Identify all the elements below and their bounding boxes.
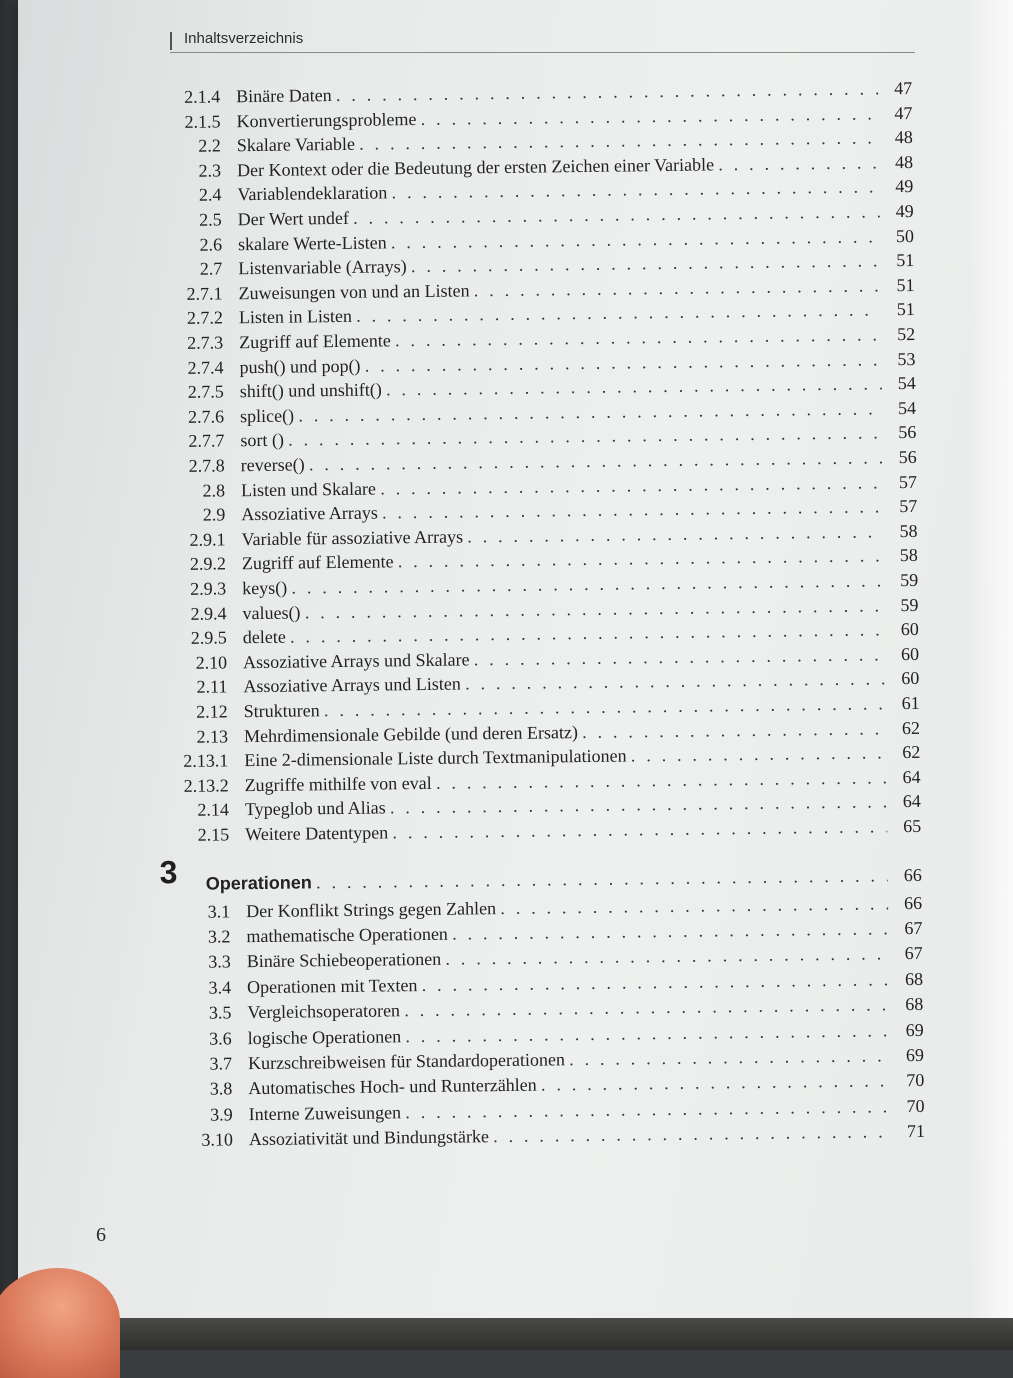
- toc-entry-number: 2.7.6: [187, 406, 225, 427]
- toc-entry-page: 69: [905, 1019, 924, 1040]
- toc-entry-page: 64: [902, 766, 921, 787]
- toc-entry-title: Konvertierungsprobleme: [236, 108, 417, 131]
- toc-entry-number: 2.13.1: [183, 750, 229, 772]
- toc-entry-title: Assoziative Arrays und Listen: [243, 673, 461, 697]
- toc-entry-title: Listen und Skalare: [240, 478, 377, 500]
- toc-entry-title: values(): [242, 602, 301, 623]
- toc-entry-page: 54: [897, 397, 917, 418]
- toc-entry-page: 64: [902, 791, 921, 812]
- toc-entry-page: 49: [895, 200, 914, 222]
- page-number: 6: [96, 1224, 106, 1246]
- toc-entry-page: 70: [906, 1070, 925, 1091]
- toc-entry-page: 68: [905, 994, 924, 1015]
- toc-dot-leader: [392, 814, 887, 844]
- toc-entry-title: Operationen: [205, 871, 312, 894]
- toc-entry-page: 47: [894, 102, 913, 123]
- toc-entry-title: Kurzschreibweisen für Standardoperationen: [247, 1049, 565, 1074]
- toc-entry-title: Interne Zuweisungen: [248, 1102, 402, 1124]
- toc-entry-page: 50: [895, 225, 915, 246]
- toc-entry-title: Der Kontext oder die Bedeutung der ersten Zeichen einer Variable: [236, 154, 715, 181]
- toc-entry-page: 58: [899, 520, 918, 541]
- toc-entry-title: Assoziativität und Bindungstärke: [248, 1126, 490, 1150]
- toc-entry-title: Listen in Listen: [238, 306, 352, 328]
- toc-dot-leader: [569, 1043, 890, 1071]
- toc-dot-leader: [541, 1069, 891, 1097]
- toc-entry-title: Operationen mit Texten: [246, 974, 418, 997]
- toc-dot-leader: [500, 891, 888, 920]
- toc-entry-title: Zugriff auf Elemente: [239, 330, 391, 353]
- toc-entry-title: Variable für assoziative Arrays: [241, 526, 464, 549]
- toc-dot-leader: [316, 863, 888, 894]
- toc-entry-title: Zugriffe mithilfe von eval: [244, 772, 432, 795]
- toc-entry-page: 60: [901, 668, 920, 689]
- toc-entry-page: 67: [904, 943, 923, 964]
- toc-entry-number: 3.1: [207, 900, 231, 922]
- toc-entry-number: 3.5: [208, 1002, 232, 1023]
- toc-dot-leader: [718, 150, 879, 176]
- toc-entry-title: logische Operationen: [247, 1025, 402, 1048]
- toc-entry-title: Variablendeklaration: [237, 182, 388, 205]
- toc-entry-page: 49: [895, 176, 914, 197]
- toc-entry-page: 68: [904, 968, 924, 989]
- toc-entry-number: 2.1.5: [184, 111, 221, 132]
- toc-entry-title: mathematische Operationen: [246, 923, 448, 947]
- toc-entry-title: Automatisches Hoch- und Runterzählen: [248, 1075, 537, 1099]
- toc-entry-page: 66: [903, 864, 922, 885]
- toc-entry-page: 67: [904, 917, 923, 939]
- toc-entry-page: 57: [898, 471, 918, 492]
- toc-entry-page: 69: [905, 1044, 925, 1066]
- toc-entry-number: 3.4: [208, 977, 232, 998]
- toc-entry-number: 2.5: [199, 209, 222, 230]
- toc-entry-number: 2.15: [197, 824, 230, 845]
- toc-entry-number: 2.9.2: [189, 553, 227, 575]
- toc-entry-page: 65: [903, 815, 922, 837]
- toc-entry-title: delete: [242, 626, 286, 648]
- toc-entry-number: 2.7.8: [188, 455, 225, 476]
- toc-entry-page: 56: [898, 446, 917, 468]
- toc-entry-number: 3.10: [201, 1129, 234, 1150]
- toc-entry-number: 2.7.1: [186, 283, 223, 304]
- toc-entry-number: 3.3: [208, 951, 231, 973]
- toc-entry-title: Vergleichsoperatoren: [247, 1000, 401, 1023]
- toc-entry-page: 62: [902, 742, 921, 763]
- toc-entry-title: push() und pop(): [239, 355, 361, 377]
- toc-entry-number: 3: [159, 853, 178, 890]
- toc-entry-page: 61: [901, 692, 920, 714]
- toc-entry-page: 53: [897, 348, 916, 369]
- toc-entry-title: Typeglob und Alias: [244, 797, 386, 820]
- toc-entry-page: 59: [900, 594, 919, 615]
- toc-entry-number: 2.2: [198, 135, 221, 156]
- toc-dot-leader: [582, 716, 886, 744]
- toc-entry-number: 2.13.2: [183, 775, 229, 796]
- toc-entry-number: 2.7.5: [187, 381, 224, 403]
- finger: [0, 1268, 120, 1378]
- toc-entry-number: 2.4: [198, 184, 222, 206]
- table-of-contents: [0, 75, 1013, 1177]
- background-bottom: [0, 1318, 1013, 1350]
- toc-entry-page: 62: [901, 717, 921, 738]
- toc-entry-page: 60: [900, 643, 920, 664]
- toc-entry-number: 2.6: [199, 234, 223, 255]
- toc-entry-page: 48: [894, 127, 913, 148]
- toc-dot-leader: [452, 916, 889, 945]
- toc-entry-title: reverse(): [240, 454, 305, 476]
- toc-entry-title: Eine 2-dimensionale Liste durch Textmanipulationen: [244, 745, 627, 771]
- toc-entry-title: Zuweisungen von und an Listen: [238, 280, 470, 304]
- running-head-title: Inhaltsverzeichnis: [184, 30, 304, 47]
- toc-entry-page: 60: [900, 619, 919, 640]
- toc-entry-title: Mehrdimensionale Gebilde (und deren Ersatz): [243, 721, 578, 746]
- toc-entry-page: 71: [906, 1121, 926, 1142]
- toc-entry-title: Binäre Schiebeoperationen: [246, 949, 442, 972]
- toc-entry-number: 2.13: [196, 725, 229, 747]
- toc-entry-title: skalare Werte-Listen: [237, 232, 387, 254]
- toc-entry-title: Assoziative Arrays: [241, 502, 378, 525]
- toc-entry-page: 58: [899, 545, 918, 566]
- toc-entry-number: 2.9.4: [190, 602, 227, 624]
- toc-entry-number: 2.9: [202, 504, 226, 525]
- toc-entry-number: 2.7.4: [187, 357, 224, 378]
- toc-entry-page: 56: [898, 422, 917, 443]
- toc-entry-page: 52: [897, 323, 916, 345]
- toc-entry-number: 3.2: [207, 926, 231, 947]
- toc-entry-title: Listenvariable (Arrays): [238, 256, 407, 279]
- toc-entry-page: 51: [896, 274, 915, 295]
- running-head: [170, 30, 915, 53]
- toc-dot-leader: [493, 1120, 891, 1149]
- toc-entry-page: 48: [894, 151, 914, 172]
- toc-entry-page: 51: [896, 250, 915, 271]
- toc-entry-number: 2.9.5: [190, 627, 227, 649]
- toc-entry-page: 47: [894, 77, 913, 99]
- toc-entry-number: 2.3: [198, 160, 222, 181]
- toc-entry-number: 2.9.1: [189, 529, 226, 550]
- toc-entry-title: Strukturen: [243, 700, 320, 722]
- toc-entry-number: 2.10: [195, 652, 228, 673]
- toc-entry-title: shift() und unshift(): [239, 379, 382, 402]
- toc-entry-number: 3.9: [210, 1104, 233, 1125]
- toc-entry-number: 2.14: [197, 799, 230, 821]
- toc-entry-title: Assoziative Arrays und Skalare: [242, 649, 470, 672]
- toc-entry-number: 3.6: [209, 1027, 232, 1049]
- toc-entry-title: Der Konflikt Strings gegen Zahlen: [246, 897, 497, 921]
- toc-entry-title: Weitere Datentypen: [245, 822, 389, 845]
- toc-entry-title: sort (): [240, 430, 285, 451]
- toc-entry-number: 3.8: [209, 1078, 233, 1100]
- toc-dot-leader: [631, 741, 887, 768]
- toc-entry-number: 2.7.3: [187, 332, 224, 353]
- toc-entry-page: 57: [899, 496, 918, 517]
- toc-entry-page: 51: [896, 299, 915, 320]
- toc-entry-page: 54: [897, 373, 916, 394]
- toc-entry-page: 70: [906, 1095, 925, 1116]
- toc-entry-number: 2.12: [196, 701, 228, 722]
- toc-entry-title: splice(): [239, 405, 295, 427]
- toc-entry-number: 2.1.4: [184, 86, 221, 107]
- toc-entry-number: 2.8: [202, 479, 226, 501]
- toc-entry-title: Binäre Daten: [236, 85, 332, 107]
- toc-entry-title: Skalare Variable: [236, 133, 356, 156]
- toc-entry-number: 2.7.2: [186, 307, 224, 329]
- toc-entry-number: 2.9.3: [190, 578, 227, 599]
- toc-entry-page: 59: [900, 569, 919, 591]
- toc-entry-title: Zugriff auf Elemente: [241, 551, 394, 574]
- toc-entry-title: keys(): [242, 577, 288, 599]
- toc-entry-number: 2.7.7: [188, 430, 225, 452]
- toc-entry-page: 66: [903, 892, 923, 913]
- toc-dot-leader: [445, 942, 889, 971]
- toc-entry-number: 3.7: [209, 1053, 233, 1074]
- toc-entry-title: Der Wert undef: [237, 207, 350, 230]
- running-head-rule: [170, 32, 172, 50]
- toc-entry-number: 2.7: [199, 258, 223, 279]
- toc-entry-number: 2.11: [196, 676, 228, 698]
